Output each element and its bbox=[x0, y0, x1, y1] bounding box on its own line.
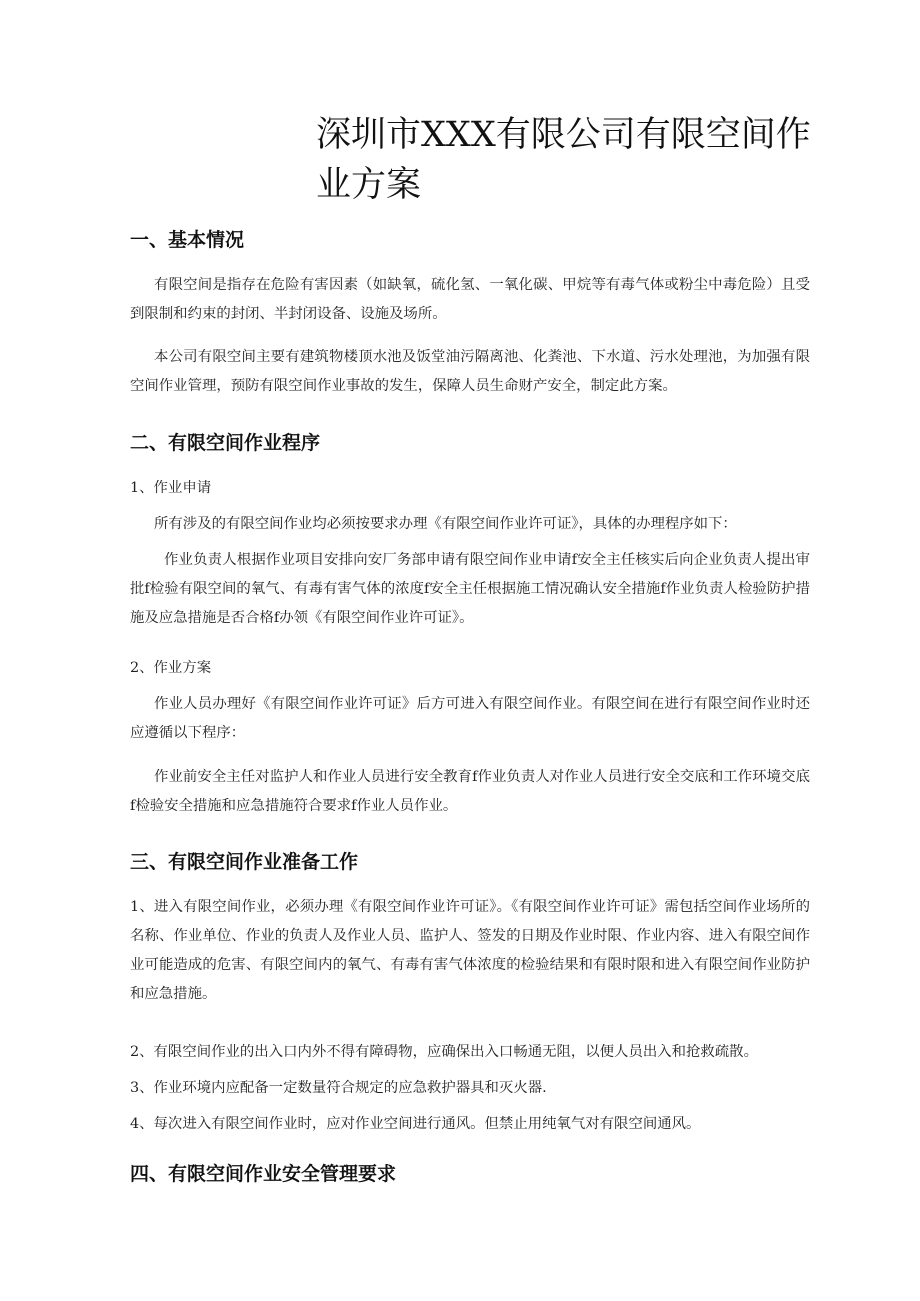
subheading-application: 1、作业申请 bbox=[130, 480, 212, 496]
section-heading-safety-requirements: 四、有限空间作业安全管理要求 bbox=[130, 1163, 397, 1185]
section-heading-procedure: 二、有限空间作业程序 bbox=[130, 432, 321, 454]
section-heading-preparation: 三、有限空间作业准备工作 bbox=[130, 851, 359, 873]
paragraph: 4、每次进入有限空间作业时，应对作业空间进行通风。但禁止用纯氧气对有限空间通风。 bbox=[130, 1116, 701, 1132]
paragraph: 作业人员办理好《有限空间作业许可证》后方可进入有限空间作业。有限空间在进行有限空间作业时还应遵循以下程序： bbox=[130, 696, 810, 741]
paragraph: 本公司有限空间主要有建筑物楼顶水池及饭堂油污隔离池、化粪池、下水道、污水处理池，为加强有限空间作业管理，预防有限空间作业事故的发生，保障人员生命财产安全，制定此方案。 bbox=[130, 349, 810, 394]
paragraph: 作业负责人根据作业项目安排向安厂务部申请有限空间作业申请f安全主任核实后向企业负责人提出审批f检验有限空间的氧气、有毒有害气体的浓度f安全主任根据施工情况确认安全措施f作业负责人检验防护措施及应急措施是否合格f办领《有限空间作业许可证》。 bbox=[130, 552, 810, 626]
paragraph: 作业前安全主任对监护人和作业人员进行安全教育f作业负责人对作业人员进行安全交底和工作环境交底f检验安全措施和应急措施符合要求f作业人员作业。 bbox=[130, 769, 810, 814]
document-title: 深圳市XXX有限公司有限空间作业方案 bbox=[316, 115, 811, 205]
section-heading-basic-info: 一、基本情况 bbox=[130, 229, 245, 251]
paragraph: 1、进入有限空间作业，必须办理《有限空间作业许可证》。《有限空间作业许可证》需包括空间作业场所的名称、作业单位、作业的负责人及作业人员、监护人、签发的日期及作业时限、作业内容、进入有限空间作业可能造成的危害、有限空间内的氧气、有毒有害气体浓度的检验结果和有限时限和进入有限空间作业防护和应急措施。 bbox=[130, 899, 810, 1002]
paragraph: 2、有限空间作业的出入口内外不得有障碍物，应确保出入口畅通无阻，以便人员出入和抢救疏散。 bbox=[130, 1044, 758, 1060]
subheading-plan: 2、作业方案 bbox=[130, 660, 212, 676]
paragraph: 有限空间是指存在危险有害因素（如缺氧，硫化氢、一氧化碳、甲烷等有毒气体或粉尘中毒危险）且受到限制和约束的封闭、半封闭设备、设施及场所。 bbox=[130, 277, 810, 322]
paragraph: 所有涉及的有限空间作业均必须按要求办理《有限空间作业许可证》，具体的办理程序如下： bbox=[154, 516, 737, 532]
paragraph: 3、作业环境内应配备一定数量符合规定的应急救护器具和灭火器. bbox=[130, 1080, 547, 1096]
